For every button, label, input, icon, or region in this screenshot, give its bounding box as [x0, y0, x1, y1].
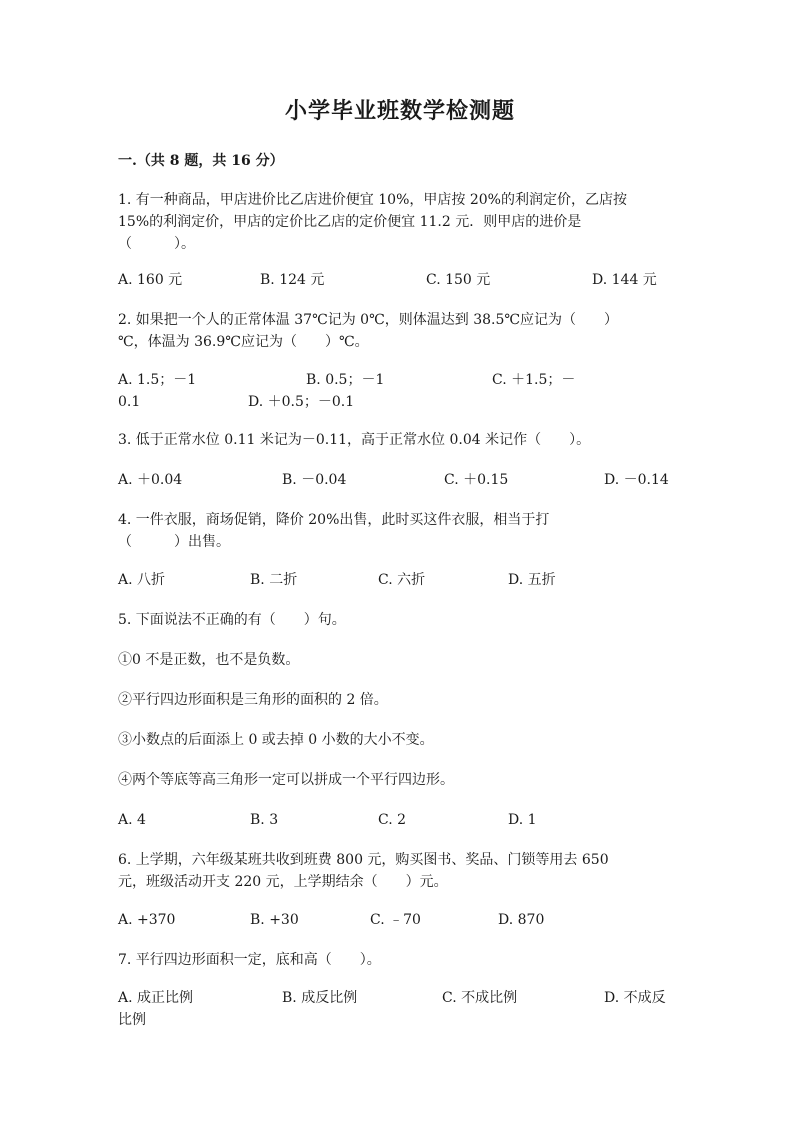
question-6-option-c: C. ﹣70 [370, 912, 421, 928]
question-6-option-b: B. +30 [250, 912, 299, 928]
question-2-option-d: D. ＋0.5；－0.1 [248, 394, 355, 410]
question-2-line-1: 2. 如果把一个人的正常体温 37℃记为 0℃，则体温达到 38.5℃应记为（ ） [118, 312, 619, 328]
question-5-option-d: D. 1 [508, 812, 537, 828]
question-1-line-2: 15%的利润定价，甲店的定价比乙店的定价便宜 11.2 元．则甲店的进价是 [118, 214, 582, 230]
question-7-option-b: B. 成反比例 [282, 990, 358, 1006]
question-1-option-d: D. 144 元 [592, 272, 657, 288]
question-1-option-a: A. 160 元 [118, 272, 183, 288]
question-7-line-1: 7. 平行四边形面积一定，底和高（ ）。 [118, 952, 381, 968]
question-3-line-1: 3. 低于正常水位 0.11 米记为－0.11，高于正常水位 0.04 米记作（ ）。 [118, 432, 591, 448]
question-1-line-1: 1. 有一种商品，甲店进价比乙店进价便宜 10%，甲店按 20%的利润定价，乙店按 [118, 192, 627, 208]
question-7-option-a: A. 成正比例 [118, 990, 194, 1006]
question-5-statement-3: ③小数点的后面添上 0 或去掉 0 小数的大小不变。 [118, 732, 434, 748]
question-7-option-c: C. 不成比例 [442, 990, 518, 1006]
question-6-option-d: D. 870 [498, 912, 545, 928]
question-4-line-2: （ ）出售。 [118, 534, 230, 550]
question-2-option-b: B. 0.5；－1 [306, 372, 385, 388]
question-4-option-b: B. 二折 [250, 572, 298, 588]
question-5-statement-4: ④两个等底等高三角形一定可以拼成一个平行四边形。 [118, 772, 454, 788]
question-5-option-b: B. 3 [250, 812, 279, 828]
question-2-option-c: C. ＋1.5；－ [492, 372, 576, 388]
question-2-option-c-continued: 0.1 [118, 394, 141, 410]
question-5-line-1: 5. 下面说法不正确的有（ ）句。 [118, 612, 346, 628]
question-4-line-1: 4. 一件衣服，商场促销，降价 20%出售，此时买这件衣服，相当于打 [118, 512, 550, 528]
question-6-line-2: 元，班级活动开支 220 元，上学期结余（ ）元。 [118, 874, 448, 890]
question-2-option-a: A. 1.5；－1 [118, 372, 197, 388]
question-3-option-a: A. ＋0.04 [118, 472, 183, 488]
question-6-option-a: A. +370 [118, 912, 176, 928]
question-2-line-2: ℃，体温为 36.9℃应记为（ ）℃。 [118, 334, 369, 350]
question-5-option-c: C. 2 [378, 812, 407, 828]
question-6-line-1: 6. 上学期，六年级某班共收到班费 800 元，购买图书、奖品、门锁等用去 650 [118, 852, 609, 868]
question-3-option-b: B. －0.04 [282, 472, 347, 488]
question-3-option-d: D. －0.14 [604, 472, 669, 488]
section-heading: 一.（共 8 题，共 16 分） [118, 153, 284, 169]
question-4-option-d: D. 五折 [508, 572, 556, 588]
page-title: 小学毕业班数学检测题 [284, 98, 515, 124]
question-3-option-c: C. ＋0.15 [444, 472, 509, 488]
question-7-option-d-continued: 比例 [118, 1012, 146, 1028]
question-4-option-a: A. 八折 [118, 572, 166, 588]
question-1-option-c: C. 150 元 [426, 272, 491, 288]
question-5-statement-1: ①0 不是正数，也不是负数。 [118, 652, 300, 668]
question-1-option-b: B. 124 元 [260, 272, 325, 288]
question-5-option-a: A. 4 [118, 812, 146, 828]
question-5-statement-2: ②平行四边形面积是三角形的面积的 2 倍。 [118, 692, 388, 708]
question-7-option-d: D. 不成反 [604, 990, 666, 1006]
question-1-line-3: （ ）。 [118, 236, 195, 252]
question-4-option-c: C. 六折 [378, 572, 426, 588]
